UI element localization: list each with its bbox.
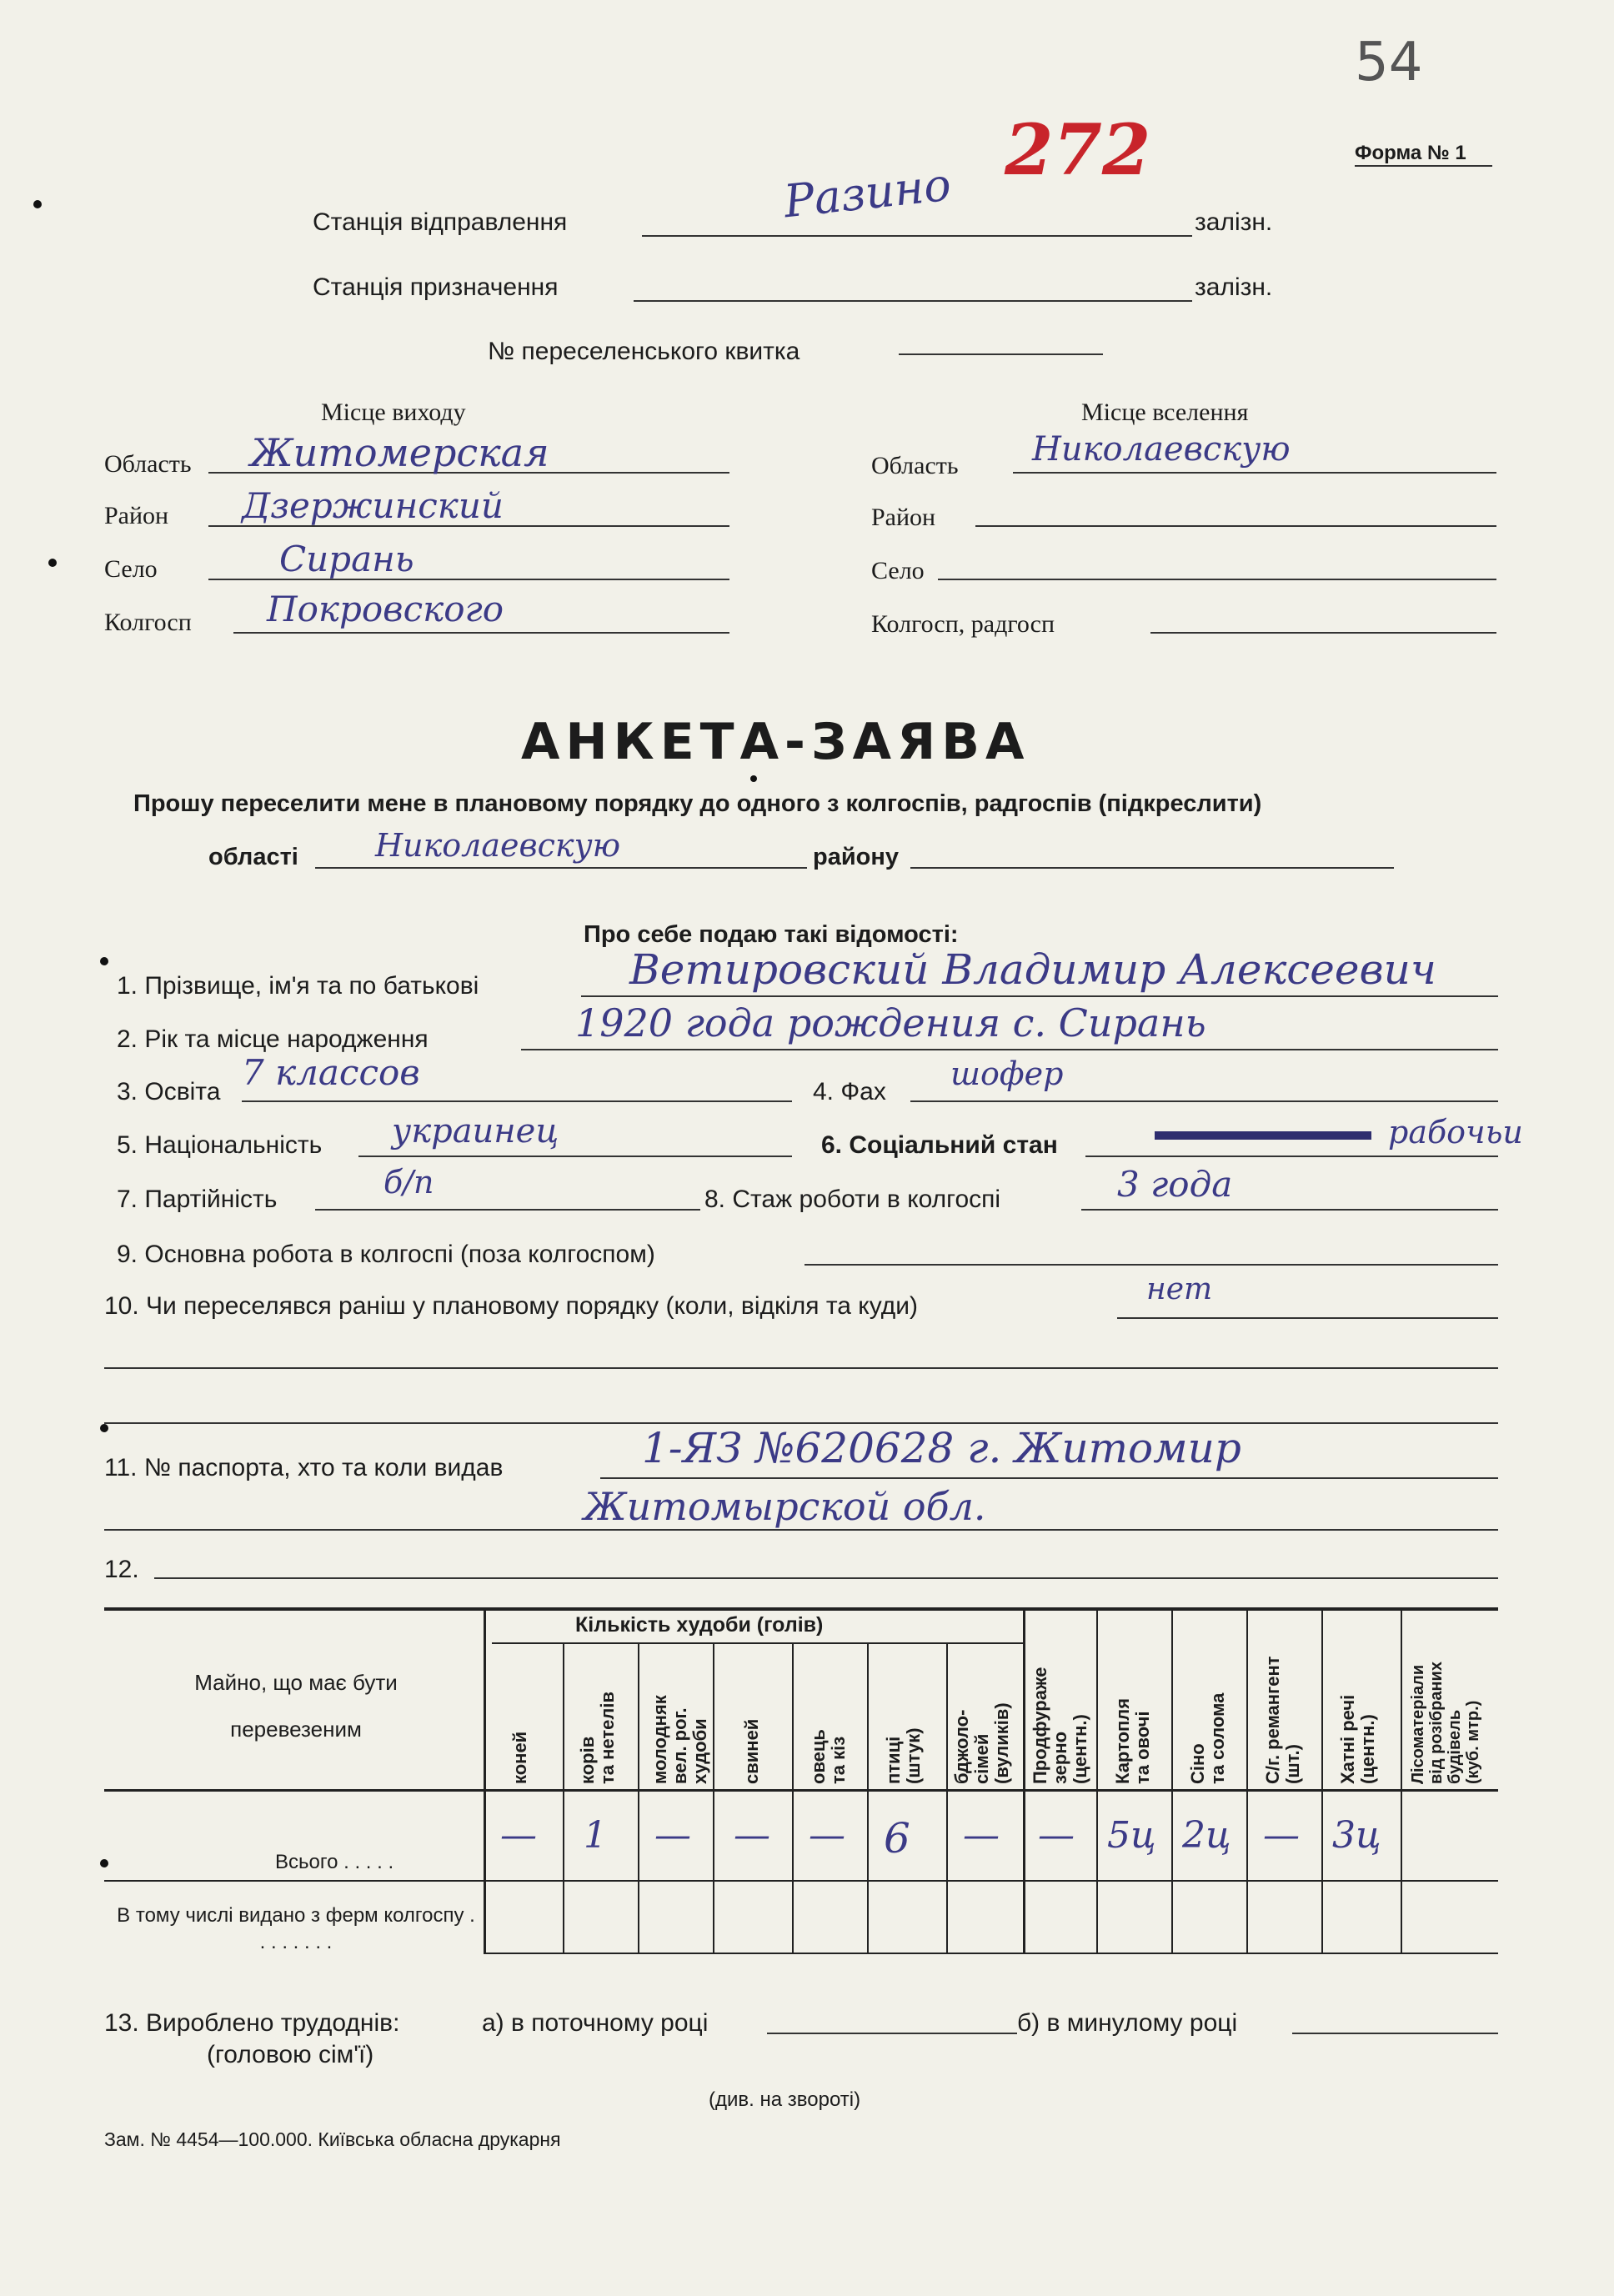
field-2-label: 2. Рік та місце народження (117, 1025, 429, 1053)
request-raion-label: району (813, 844, 900, 870)
request-oblast-value: Николаевскую (375, 827, 621, 864)
margin-mark (100, 1424, 108, 1432)
field-12-label: 12. (104, 1556, 139, 1583)
origin-village-label: Село (104, 555, 158, 583)
total-hay: 2ц (1182, 1814, 1231, 1857)
col-young-cattle: молодняк вел. рог. худоби (649, 1695, 710, 1784)
dest-kolkhoz-label: Колгосп, радгосп (871, 610, 1055, 638)
total-pigs: — (734, 1814, 770, 1857)
total-sheep: — (809, 1814, 845, 1857)
col-hay: Сіно та солома (1187, 1692, 1228, 1784)
intro-text: Про себе подаю такі відомості: (584, 921, 959, 948)
field-1-value: Ветировский Владимир Алексеевич (629, 945, 1436, 994)
field-9-label: 9. Основна робота в колгоспі (поза колгоспом) (117, 1241, 655, 1268)
labor-current-label: а) в поточному році (482, 2009, 709, 2037)
origin-kolkhoz-value: Покровского (267, 589, 504, 629)
request-oblast-label: області (208, 844, 298, 870)
ticket-label: № переселенського квитка (488, 338, 800, 365)
dest-region-value: Николаевскую (1032, 430, 1291, 469)
destination-station-label: Станція призначення (313, 273, 559, 301)
field-6-label: 6. Соціальний стан (821, 1131, 1058, 1159)
field-10-label: 10. Чи переселявся раніш у плановому порядку (коли, відкіля та куди) (104, 1292, 919, 1320)
col-tools: С/г. ремангент (шт.) (1262, 1656, 1303, 1784)
col-pigs: свиней (741, 1718, 762, 1784)
col-household: Хатні речі (центн.) (1337, 1694, 1378, 1784)
departure-station-label: Станція відправлення (313, 208, 568, 236)
origin-region-value: Житомерская (250, 430, 549, 475)
field-5-label: 5. Національність (117, 1131, 323, 1159)
field-1-label: 1. Прізвище, ім'я та по батькові (117, 972, 479, 1000)
field-11-value: 1-ЯЗ №620628 г. Житомир (642, 1424, 1241, 1472)
origin-region-label: Область (104, 450, 192, 478)
field-7-value: б/п (383, 1164, 434, 1201)
origin-heading: Місце виходу (321, 399, 466, 426)
total-bees: — (963, 1814, 1000, 1857)
archive-page-number: 54 (1355, 32, 1423, 93)
row-farm-label: В тому числі видано з ферм колгоспу . . . . . . . . (117, 1904, 475, 1953)
property-header: Майно, що має бути перевезеним (194, 1670, 398, 1742)
margin-mark (100, 1859, 108, 1867)
origin-district-label: Район (104, 502, 169, 529)
col-timber: Лісоматеріали від розібраних будівель (куб. мтр.) (1409, 1662, 1482, 1784)
field-8-value: 3 года (1117, 1164, 1233, 1205)
field-11-label: 11. № паспорта, хто та коли видав (104, 1454, 504, 1481)
col-poultry: птиці (штук) (883, 1727, 924, 1784)
col-sheep: овець та кіз (808, 1729, 849, 1784)
origin-kolkhoz-label: Колгосп (104, 609, 192, 636)
col-horses: коней (509, 1731, 530, 1784)
field-2-value: 1920 года рождения с. Сирань (575, 1000, 1206, 1045)
total-horses: — (500, 1814, 537, 1857)
labor-label: 13. Вироблено трудоднів: (104, 2009, 400, 2037)
total-household: 3ц (1332, 1814, 1381, 1857)
total-young-cattle: — (654, 1814, 691, 1857)
origin-village-value: Сирань (279, 539, 414, 579)
printer-imprint: Зам. № 4454—100.000. Київська обласна друкарня (104, 2128, 561, 2150)
col-bees: бджоло- сімей (вуликів) (951, 1702, 1012, 1784)
destination-heading: Місце вселення (1081, 399, 1249, 426)
dest-village-label: Село (871, 557, 925, 584)
origin-district-value: Дзержинский (242, 485, 504, 526)
col-potatoes: Картопля та овочі (1112, 1697, 1153, 1784)
livestock-header: Кількість худоби (голів) (575, 1613, 824, 1637)
field-8-label: 8. Стаж роботи в колгоспі (704, 1186, 1001, 1213)
field-3-value: 7 классов (242, 1052, 420, 1093)
margin-mark (750, 775, 757, 782)
margin-mark (48, 559, 57, 567)
field-7-label: 7. Партійність (117, 1186, 278, 1213)
see-back-note: (див. на звороті) (709, 2088, 861, 2111)
margin-mark (33, 200, 42, 208)
labor-sub: (головою сім'ї) (207, 2041, 374, 2068)
field-4-label: 4. Фах (813, 1078, 886, 1105)
field-6-value: рабочьи (1388, 1114, 1523, 1151)
field-5-value: украинец (392, 1112, 559, 1151)
field-11-value-line2: Житомырской обл. (584, 1484, 986, 1529)
col-grain: Продфураже зерно (центн.) (1030, 1667, 1090, 1784)
page-title: АНКЕТА-ЗАЯВА (521, 713, 1030, 771)
dest-region-label: Область (871, 452, 959, 479)
total-potatoes: 5ц (1107, 1814, 1156, 1857)
field-3-label: 3. Освіта (117, 1078, 221, 1105)
field-10-value: нет (1146, 1272, 1213, 1306)
total-tools: — (1263, 1814, 1300, 1857)
field-4-value: шофер (950, 1055, 1064, 1092)
railway-suffix-1: залізн. (1195, 208, 1273, 236)
total-grain: — (1038, 1814, 1075, 1857)
form-number: Форма № 1 (1355, 142, 1466, 164)
total-poultry: 6 (884, 1814, 910, 1862)
dest-district-label: Район (871, 504, 936, 531)
col-cows: корів та нетелів (577, 1692, 618, 1784)
row-total-label: Всього . . . . . (275, 1851, 394, 1873)
railway-suffix-2: залізн. (1195, 273, 1273, 301)
handwritten-station: Разино (781, 158, 954, 228)
labor-previous-label: б) в минулому році (1017, 2009, 1238, 2037)
margin-mark (100, 957, 108, 965)
request-text: Прошу переселити мене в плановому порядку до одного з колгоспів, радгоспів (підкреслити) (133, 790, 1262, 817)
handwritten-number: 272 (1005, 108, 1151, 191)
total-cows: 1 (584, 1814, 607, 1857)
